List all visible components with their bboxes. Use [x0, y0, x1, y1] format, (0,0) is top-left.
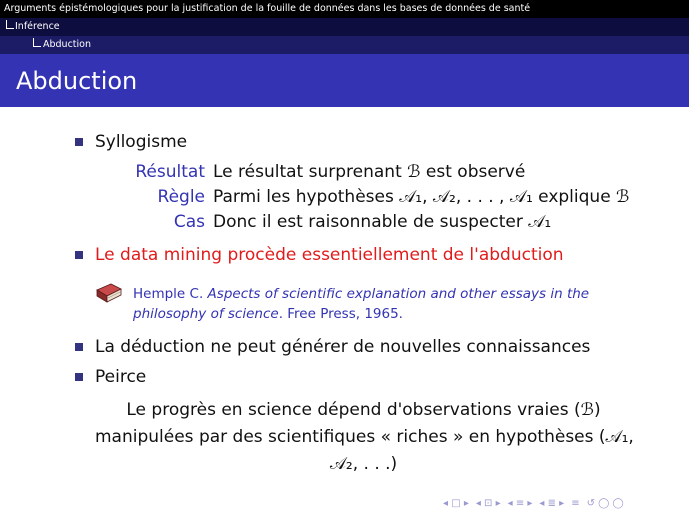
tree-branch-icon [33, 38, 41, 47]
bullet-icon [75, 138, 83, 146]
row-label-cas: Cas [173, 212, 205, 232]
reference-title-part2: philosophy of science [133, 306, 279, 322]
tree-branch-icon [6, 20, 14, 29]
row-text-resultat: Le résultat surprenant ℬ est observé [213, 162, 526, 182]
reference-line1 [133, 284, 589, 304]
nav-search-icon[interactable]: ↺ ◯ ◯ [586, 497, 624, 509]
reference-line2 [133, 304, 403, 324]
item-deduction: La déduction ne peut générer de nouvelles connaissances [95, 337, 591, 357]
reference-author: Hemple C. [133, 286, 204, 302]
quote-line3: 𝒜₂, . . .) [329, 454, 398, 474]
header-subsection[interactable]: Inférence [15, 21, 60, 32]
nav-subsection-icon[interactable]: ◂ ⊡ ▸ [475, 497, 501, 509]
header-bar [0, 0, 689, 54]
reference-publisher: . Free Press, 1965. [278, 306, 403, 322]
header-subsection-row[interactable] [0, 18, 689, 36]
bullet-icon [75, 251, 83, 259]
header-subsubsection[interactable]: Abduction [43, 39, 92, 50]
row-label-resultat: Résultat [135, 162, 205, 182]
row-text-regle: Parmi les hypothèses 𝒜₁, 𝒜₂, . . . , 𝒜₁ explique ℬ [213, 187, 630, 207]
reference-title-part1: Aspects of scientific explanation and other essays in the [207, 286, 590, 302]
header-section-row[interactable] [0, 0, 689, 18]
quote-line1: Le progrès en science dépend d'observations vraies (ℬ) [126, 400, 601, 420]
nav-arrows-icon[interactable] [443, 495, 683, 511]
nav-frame-prev-icon[interactable]: ◂ □ ▸ [443, 497, 469, 509]
header-subsubsection-row[interactable] [0, 36, 689, 54]
item-data-mining: Le data mining procède essentiellement de l'abduction [95, 245, 564, 265]
bullet-icon [75, 373, 83, 381]
bullet-icon [75, 343, 83, 351]
row-text-cas: Donc il est raisonnable de suspecter 𝒜₁ [213, 212, 552, 232]
frame-title: Abduction [16, 67, 138, 95]
frame-title-bar [0, 54, 689, 107]
quote-line2: manipulées par des scientifiques « riches » en hypothèses (𝒜₁, [95, 427, 634, 447]
nav-section-icon[interactable]: ◂ ≡ ▸ [507, 497, 533, 509]
header-section[interactable]: Arguments épistémologiques pour la justification de la fouille de données dans les bases de données de santé [4, 3, 531, 14]
item-peirce: Peirce [95, 367, 147, 387]
item-syllogisme: Syllogisme [95, 132, 188, 152]
nav-align-icon[interactable]: ≡ [571, 497, 580, 509]
row-label-regle: Règle [157, 187, 205, 207]
book-icon [95, 281, 123, 305]
nav-doc-icon[interactable]: ◂ ≣ ▸ [539, 497, 565, 509]
